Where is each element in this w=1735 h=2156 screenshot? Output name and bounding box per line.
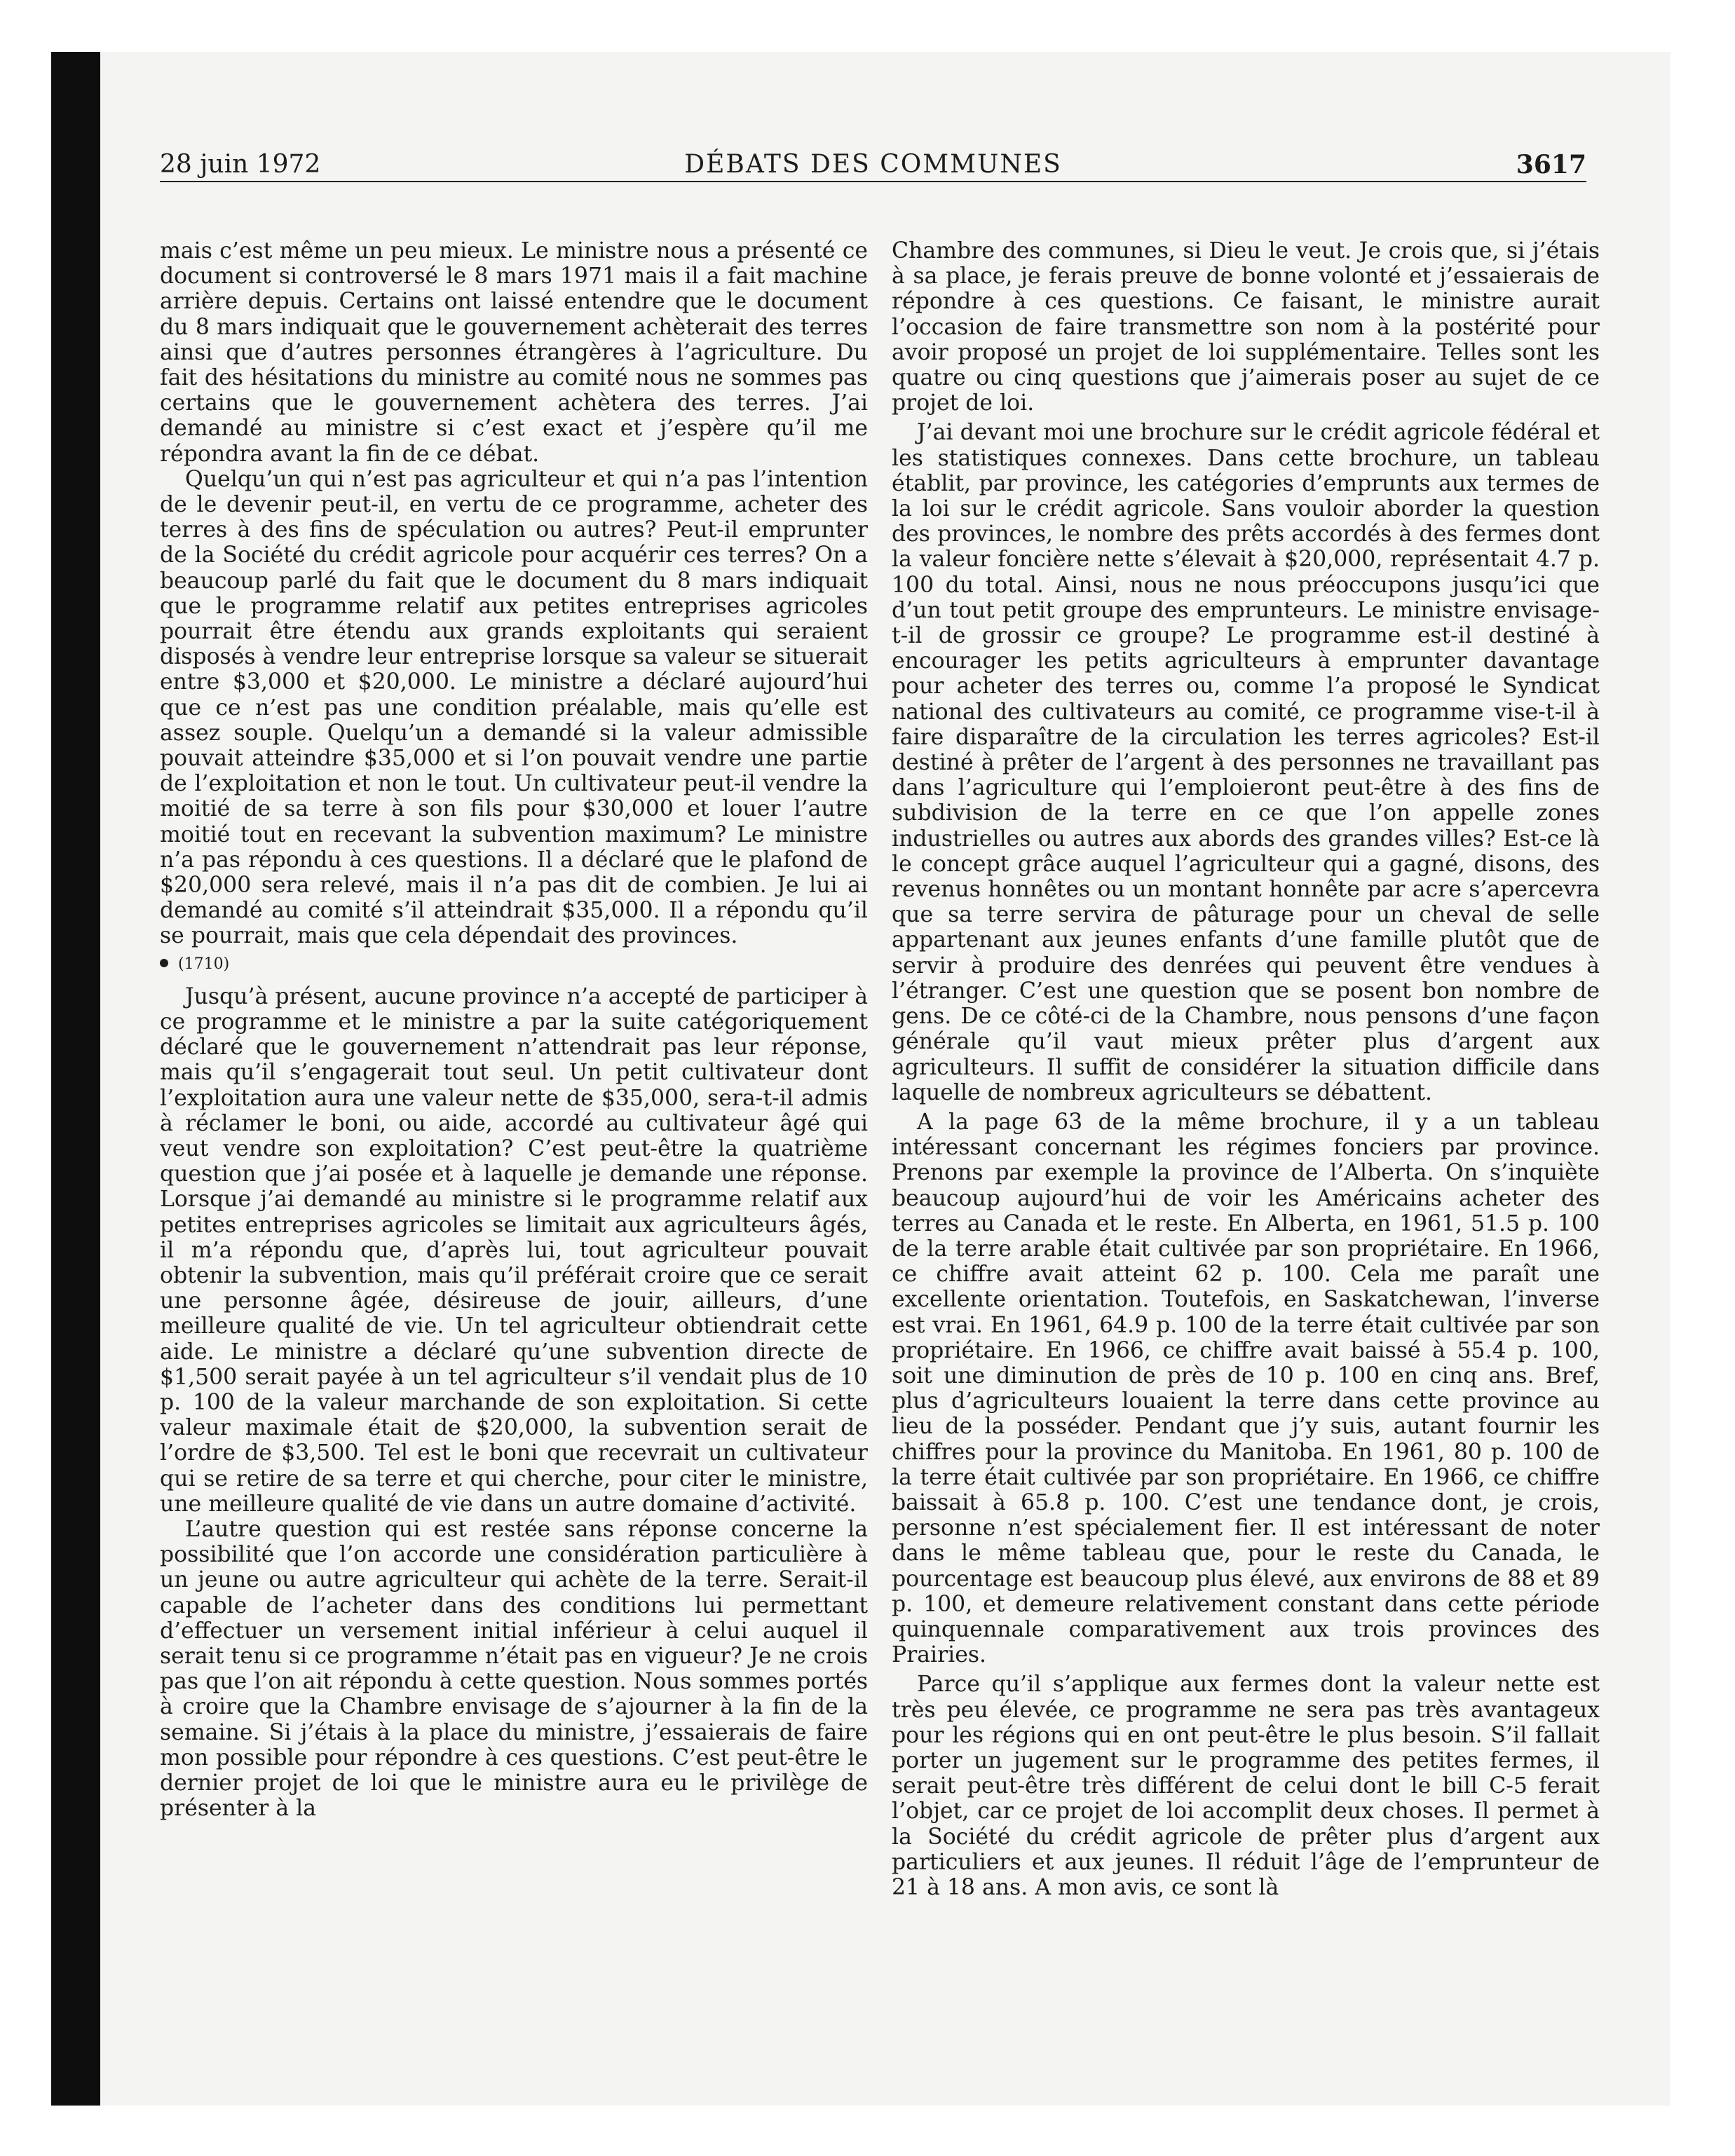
left-column bbox=[160, 238, 868, 2068]
time-marker-label: (1710) bbox=[178, 955, 230, 973]
right-paragraph-3: A la page 63 de la même brochure, il y a un tableau intéressant concernant les régimes fonciers par province. Prenons par exemple la province de l’Alberta. On s’inquiète beaucoup aujourd’hui de voir les Américains acheter des terres au Canada et le reste. En Alberta, en 1961, 51.5 p. 100 de la terre arable était cultivée par son propriétaire. En 1966, ce chiffre avait atteint 62 p. 100. Cela me paraît une excellente orientation. Toutefois, en Saskatchewan, l’inverse est vrai. En 1961, 64.9 p. 100 de la terre était cultivée par son propriétaire. En 1966, ce chiffre avait baissé à 55.4 p. 100, soit une diminution de près de 10 p. 100 en cinq ans. Bref, plus d’agriculteurs louaient la terre dans cette province au lieu de la posséder. Pendant que j’y suis, autant fournir les chiffres pour la province du Manitoba. En 1961, 80 p. 100 de la terre était cultivée par son propriétaire. En 1966, ce chiffre baissait à 65.8 p. 100. C’est une tendance dont, je crois, personne n’est spécialement fier. Il est intéressant de noter dans le même tableau que, pour le reste du Canada, le pourcentage est beaucoup plus élevé, aux environs de 88 et 89 p. 100, et demeure relativement constant dans cette période quinquennale comparativement aux trois provinces des Prairies. bbox=[892, 1109, 1600, 1668]
header-page-number: 3617 bbox=[1516, 150, 1586, 179]
right-column bbox=[892, 238, 1600, 2068]
right-paragraph-4: Parce qu’il s’applique aux fermes dont la valeur nette est très peu élevée, ce programme ne sera pas très avantageux pour les régions qui en ont peut-être le plus besoin. S’il fallait porter un jugement sur le programme des petites fermes, il serait peut-être très différent de celui dont le bill C-5 ferait l’objet, car ce projet de loi accomplit deux choses. Il permet à la Société du crédit agricole de prêter plus d’argent aux particuliers et aux jeunes. Il réduit l’âge de l’emprunteur de 21 à 18 ans. A mon avis, ce sont là bbox=[892, 1672, 1600, 1900]
page-header bbox=[160, 149, 1586, 181]
bullet-icon bbox=[160, 959, 168, 967]
left-paragraph-1: mais c’est même un peu mieux. Le ministre nous a présenté ce document si controversé le 8 mars 1971 mais il a fait machine arrière depuis. Certains ont laissé entendre que le document du 8 mars indiquait que le gouvernement achèterait des terres ainsi que d’autres personnes étrangères à l’agriculture. Du fait des hésitations du ministre au comité nous ne sommes pas certains que le gouvernement achètera des terres. J’ai demandé au ministre si c’est exact et j’espère qu’il me répondra avant la fin de ce débat. bbox=[160, 238, 868, 467]
right-paragraph-1: Chambre des communes, si Dieu le veut. Je crois que, si j’étais à sa place, je ferais preuve de bonne volonté et j’essaierais de répondre à ces questions. Ce faisant, le ministre aurait l’occasion de faire transmettre son nom à la postérité pour avoir proposé un projet de loi supplémentaire. Telles sont les quatre ou cinq questions que j’aimerais poser au sujet de ce projet de loi. bbox=[892, 238, 1600, 416]
left-paragraph-2: Quelqu’un qui n’est pas agriculteur et qui n’a pas l’intention de le devenir peut-il, en vertu de ce programme, acheter des terres à des fins de spéculation ou autres? Peut-il emprunter de la Société du crédit agricole pour acquérir ces terres? On a beaucoup parlé du fait que le document du 8 mars indiquait que le programme relatif aux petites entreprises agricoles pourrait être étendu aux grands exploitants qui seraient disposés à vendre leur entreprise lorsque sa valeur se situerait entre $3,000 et $20,000. Le ministre a déclaré aujourd’hui que ce n’est pas une condition préalable, mais qu’elle est assez souple. Quelqu’un a demandé si la valeur admissible pouvait atteindre $35,000 et si l’on pouvait vendre une partie de l’exploitation et non le tout. Un cultivateur peut-il vendre la moitié de sa terre à son fils pour $30,000 et louer l’autre moitié tout en recevant la subvention maximum? Le ministre n’a pas répondu à ces questions. Il a déclaré que le plafond de $20,000 sera relevé, mais il n’a pas dit de combien. Je lui ai demandé au comité s’il atteindrait $35,000. Il a répondu qu’il se pourrait, mais que cela dépendait des provinces. bbox=[160, 466, 868, 949]
header-rule bbox=[160, 181, 1586, 182]
header-title: DÉBATS DES COMMUNES bbox=[684, 150, 1062, 179]
left-paragraph-4: L’autre question qui est restée sans réponse concerne la possibilité que l’on accorde une considération particulière à un jeune ou autre agriculteur qui achète de la terre. Serait-il capable de l’acheter dans des conditions lui permettant d’effectuer un versement initial inférieur à celui auquel il serait tenu si ce programme n’était pas en vigueur? Je ne crois pas que l’on ait répondu à cette question. Nous sommes portés à croire que la Chambre envisage de s’ajourner à la fin de la semaine. Si j’étais à la place du ministre, j’essaierais de faire mon possible pour répondre à ces questions. C’est peut-être le dernier projet de loi que le ministre aura eu le privilège de présenter à la bbox=[160, 1516, 868, 1822]
right-paragraph-2: J’ai devant moi une brochure sur le crédit agricole fédéral et les statistiques connexes. Dans cette brochure, un tableau établit, par province, les catégories d’emprunts aux termes de la loi sur le crédit agricole. Sans vouloir aborder la question des provinces, le nombre des prêts accordés à des fermes dont la valeur foncière nette s’élevait à $20,000, représentait 4.7 p. 100 du total. Ainsi, nous ne nous préoccupons jusqu’ici que d’un tout petit groupe des emprunteurs. Le ministre envisage-t-il de grossir ce groupe? Le programme est-il destiné à encourager les petits agriculteurs à emprunter davantage pour acheter des terres ou, comme l’a proposé le Syndicat national des cultivateurs au comité, ce programme vise-t-il à faire disparaître de la circulation les terres agricoles? Est-il destiné à prêter de l’argent à des personnes ne travaillant pas dans l’agriculture qui l’emploieront peut-être à des fins de subdivision de la terre en ce que l’on appelle zones industrielles ou autres aux abords des grandes villes? Est-ce là le concept grâce auquel l’agriculteur qui a gagné, disons, des revenus honnêtes ou un montant honnête par acre s’apercevra que sa terre servira de pâturage pour un cheval de selle appartenant aux jeunes enfants d’une famille plutôt que de servir à produire des denrées qui peuvent être vendues à l’étranger. C’est une question que se posent bon nombre de gens. De ce côté-ci de la Chambre, nous pensons d’une façon générale qu’il vaut mieux prêter plus d’argent aux agriculteurs. Il suffit de considérer la situation difficile dans laquelle de nombreux agriculteurs se débattent. bbox=[892, 420, 1600, 1105]
header-date: 28 juin 1972 bbox=[160, 150, 321, 179]
time-marker bbox=[160, 953, 868, 976]
binding-edge bbox=[51, 52, 100, 2106]
left-paragraph-3: Jusqu’à présent, aucune province n’a accepté de participer à ce programme et le ministre a par la suite catégoriquement déclaré que le gouvernement n’attendrait pas leur réponse, mais qu’il s’engagerait tout seul. Un petit cultivateur dont l’exploitation aura une valeur nette de $35,000, sera-t-il admis à réclamer le boni, ou aide, accordé au cultivateur âgé qui veut vendre son exploitation? C’est peut-être la quatrième question que j’ai posée et à laquelle je demande une réponse. Lorsque j’ai demandé au ministre si le programme relatif aux petites entreprises agricoles se limitait aux agriculteurs âgés, il m’a répondu que, d’après lui, tout agriculteur pouvait obtenir la subvention, mais qu’il préférait croire que ce serait une personne âgée, désireuse de jouir, ailleurs, d’une meilleure qualité de vie. Un tel agriculteur obtiendrait cette aide. Le ministre a déclaré qu’une subvention directe de $1,500 serait payée à un tel agriculteur s’il vendait plus de 10 p. 100 de la valeur marchande de son exploitation. Si cette valeur maximale était de $20,000, la subvention serait de l’ordre de $3,500. Tel est le boni que recevrait un cultivateur qui se retire de sa terre et qui cherche, pour citer le ministre, une meilleure qualité de vie dans un autre domaine d’activité. bbox=[160, 983, 868, 1517]
